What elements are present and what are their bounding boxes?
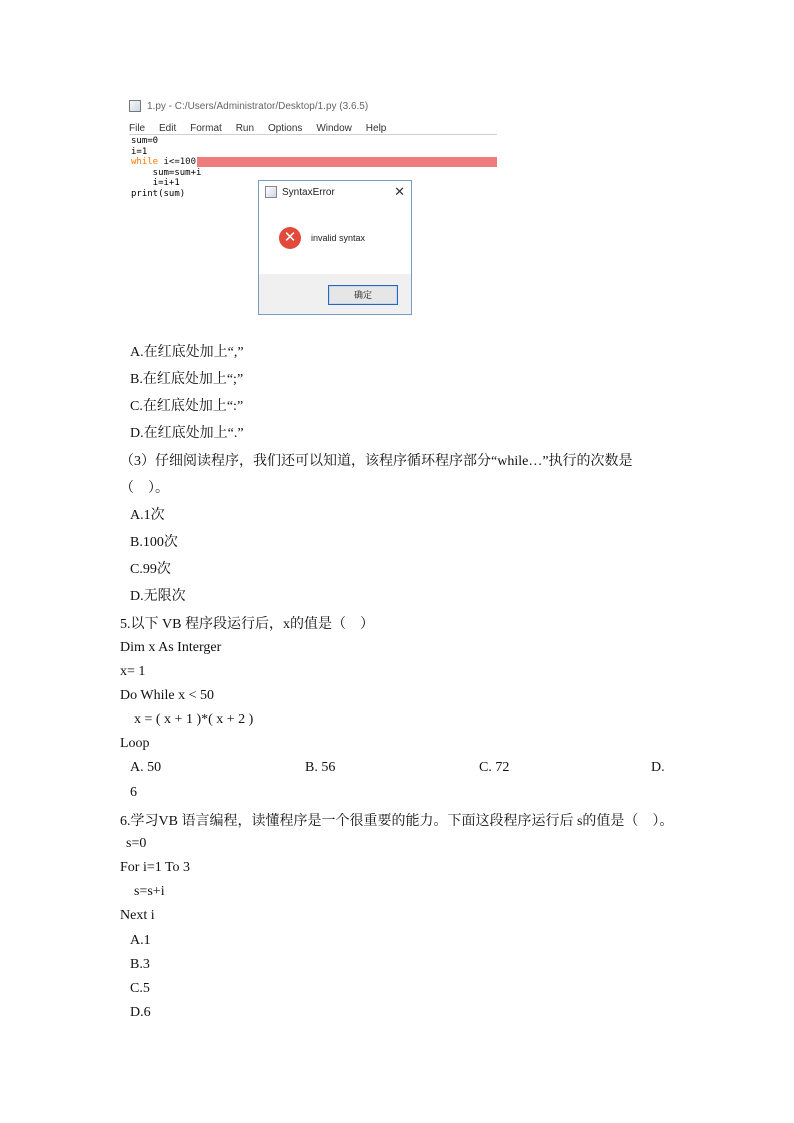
q5-stem: 5.以下 VB 程序段运行后，x的值是（ ） [120, 617, 374, 632]
code-line: print(sum) [131, 188, 186, 199]
q5-option-c: C. 72 [479, 760, 510, 775]
dialog-titlebar [259, 181, 411, 203]
q3-option-a: A.1次 [130, 508, 165, 523]
error-message: invalid syntax [311, 233, 366, 243]
menu-run[interactable]: Run [235, 123, 255, 134]
q3-option-c: C.99次 [130, 562, 171, 577]
q6-option-a: A.1 [130, 933, 151, 948]
q6-code-line: s=s+i [134, 884, 165, 899]
q5-option-a: A. 50 [130, 760, 162, 775]
q6-stem: 6.学习VB 语言编程，读懂程序是一个很重要的能力。下面这段程序运行后 s的值是（ ）。 [120, 814, 674, 829]
idle-window-title: 1.py - C:/Users/Administrator/Desktop/1.py (3.6.5) [147, 100, 369, 112]
q6-code-line: For i=1 To 3 [120, 860, 191, 875]
q5-option-d-value: 6 [130, 785, 137, 800]
menu-help[interactable]: Help [365, 123, 387, 134]
python-icon [265, 186, 277, 198]
code-line [131, 157, 201, 168]
menu-options[interactable]: Options [267, 123, 303, 134]
error-icon: ✕ [279, 227, 301, 249]
q3-stem-cont: （ ）。 [120, 481, 169, 496]
syntax-error-dialog [258, 180, 412, 315]
idle-screenshot [129, 96, 499, 318]
q5-code-line: x= 1 [120, 664, 146, 679]
code-line: sum=0 [131, 136, 159, 146]
code-line: i=1 [131, 146, 148, 157]
q5-code-line: Loop [120, 736, 150, 751]
q5-option-d: D. [651, 760, 665, 775]
q6-code-line: Next i [120, 908, 155, 923]
syntax-error-highlight [197, 157, 497, 167]
keyword: while [131, 157, 159, 167]
q4-option-a: A.在红底处加上“,” [130, 345, 244, 360]
q5-code-line: Do While x < 50 [120, 688, 214, 703]
ok-button[interactable]: 确定 [328, 285, 398, 305]
q5-code-line: Dim x As Interger [120, 640, 222, 655]
code-line: i=i+1 [131, 178, 180, 188]
q5-code-line: x = ( x + 1 )*( x + 2 ) [134, 712, 254, 727]
q6-option-c: C.5 [130, 981, 150, 996]
dialog-body [259, 203, 411, 275]
q6-option-d: D.6 [130, 1005, 151, 1020]
close-icon[interactable]: ✕ [394, 184, 405, 199]
dialog-footer [259, 274, 411, 314]
q5-option-b: B. 56 [305, 760, 336, 775]
q6-option-b: B.3 [130, 957, 150, 972]
menu-window[interactable]: Window [316, 123, 352, 134]
q4-option-c: C.在红底处加上“:” [130, 399, 244, 414]
python-file-icon [129, 100, 141, 112]
idle-titlebar [129, 96, 499, 116]
q4-option-b: B.在红底处加上“;” [130, 372, 244, 387]
dialog-title: SyntaxError [282, 186, 335, 198]
menu-format[interactable]: Format [190, 123, 222, 134]
q3-stem: （3）仔细阅读程序，我们还可以知道，该程序循环程序部分“while…”执行的次数是 [120, 454, 633, 469]
q4-option-d: D.在红底处加上“.” [130, 426, 244, 441]
q6-code-line: s=0 [126, 836, 147, 851]
code-text: i<=100 [158, 157, 197, 167]
menu-file[interactable]: File [129, 123, 146, 134]
code-line: sum=sum+i [131, 167, 202, 178]
q3-option-b: B.100次 [130, 535, 178, 550]
code-editor[interactable] [131, 136, 201, 199]
idle-menubar [129, 118, 497, 135]
menu-edit[interactable]: Edit [159, 123, 177, 134]
q3-option-d: D.无限次 [130, 589, 186, 604]
